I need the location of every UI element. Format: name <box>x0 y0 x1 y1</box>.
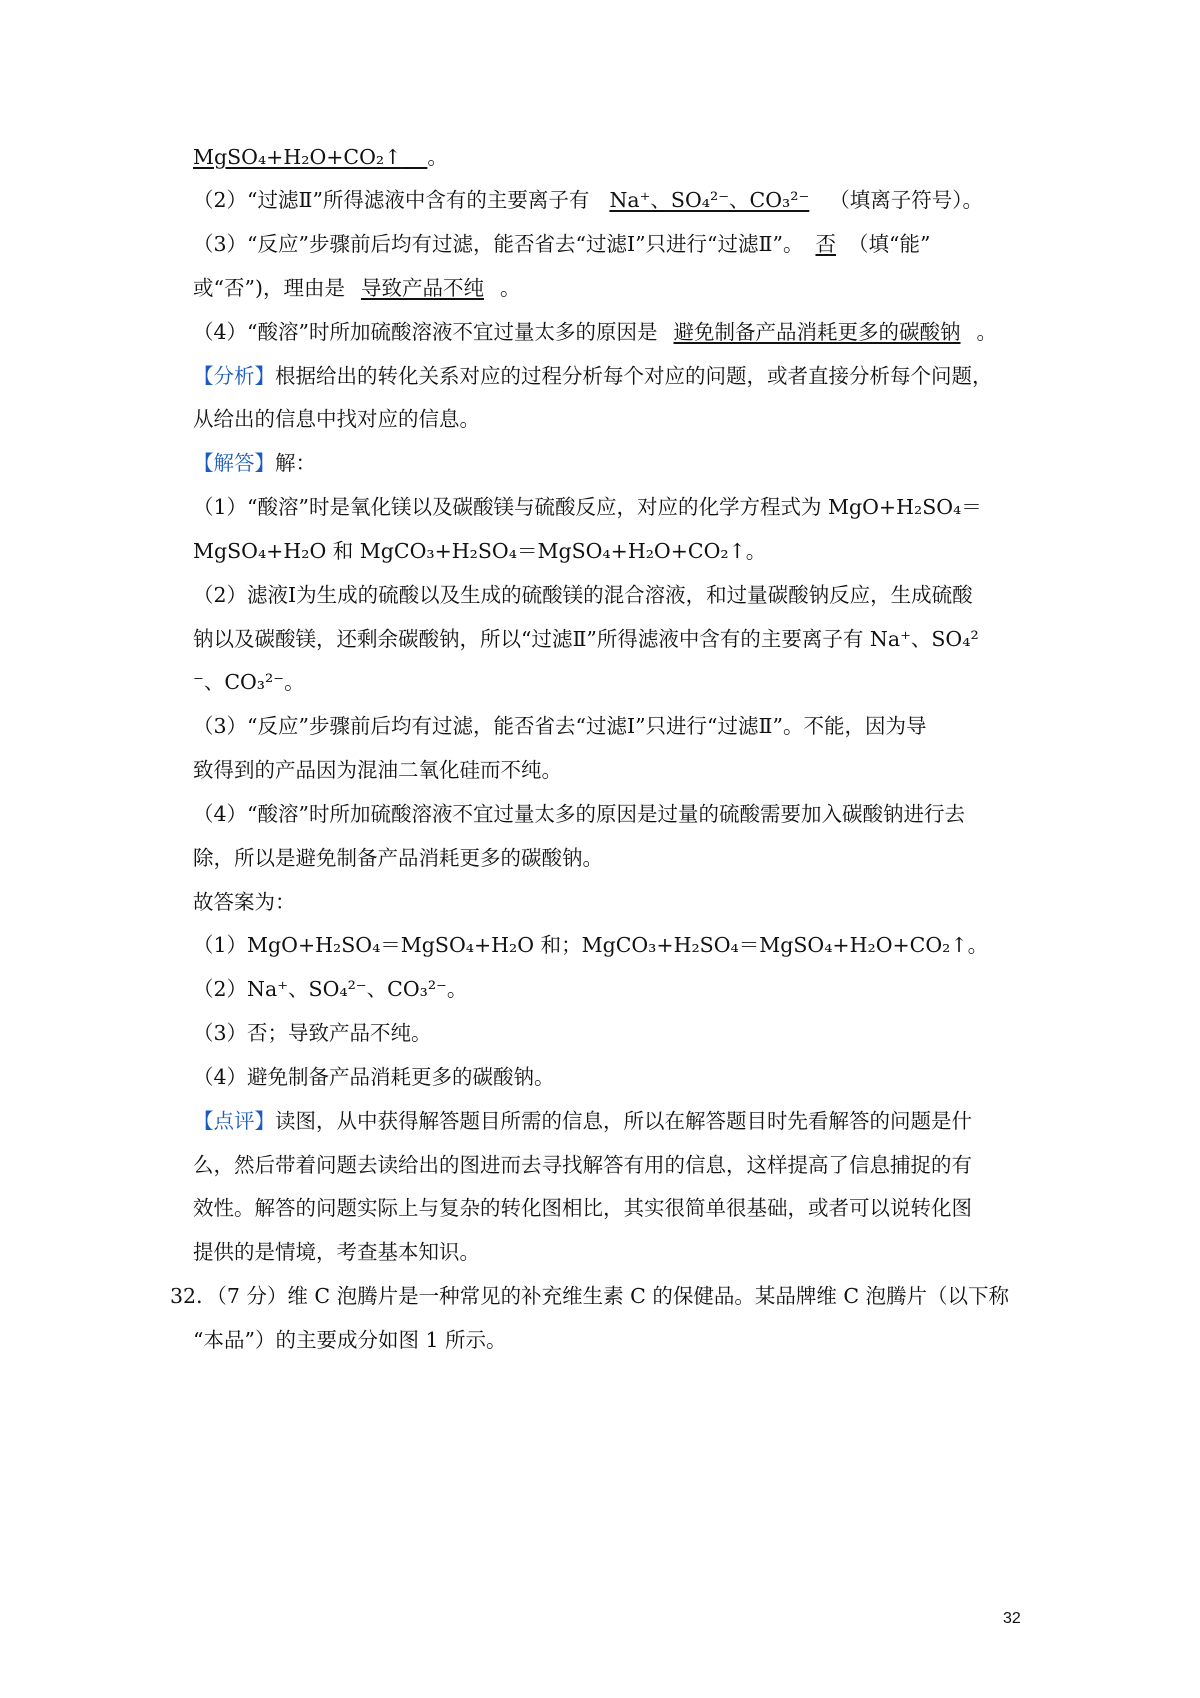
answer-blank <box>193 145 427 169</box>
comment-line-4: 提供的是情境，考查基本知识。 <box>193 1240 480 1264</box>
analysis-tag: 【分析】 <box>193 364 275 388</box>
answer-blank: 否 <box>815 232 836 256</box>
solution-heading <box>193 451 316 475</box>
solution-tag: 【解答】 <box>193 451 275 475</box>
question-3-line-2 <box>193 276 520 300</box>
comment-tag: 【点评】 <box>193 1109 275 1133</box>
solution-2-line-2: 钠以及碳酸镁，还剩余碳酸钠，所以“过滤Ⅱ”所得滤液中含有的主要离子有 Na⁺、SO₄² <box>193 627 979 651</box>
analysis-line-2: 从给出的信息中找对应的信息。 <box>193 407 480 431</box>
answer-4: （4）避免制备产品消耗更多的碳酸钠。 <box>193 1065 555 1089</box>
answer-heading: 故答案为： <box>193 890 296 914</box>
answer-blank: Na⁺、SO₄²⁻、CO₃²⁻ <box>609 188 810 212</box>
comment-line-3: 效性。解答的问题实际上与复杂的转化图相比，其实很简单很基础，或者可以说转化图 <box>193 1196 972 1220</box>
blank-padding <box>401 145 427 169</box>
question-text: （4）“酸溶”时所加硫酸溶液不宜过量太多的原因是 <box>193 320 658 344</box>
question-tail: （填离子符号）。 <box>829 188 984 212</box>
solution-2-line-1: （2）滤液Ⅰ为生成的硫酸以及生成的硫酸镁的混合溶液，和过量碳酸钠反应，生成硫酸 <box>193 583 973 607</box>
analysis-line-1 <box>193 364 993 388</box>
comment-text: 读图，从中获得解答题目所需的信息，所以在解答题目时先看解答的问题是什 <box>275 1109 972 1133</box>
period: 。 <box>427 145 448 169</box>
question-4 <box>193 320 997 344</box>
solution-3-line-1: （3）“反应”步骤前后均有过滤，能否省去“过滤Ⅰ”只进行“过滤Ⅱ”。不能，因为导 <box>193 714 927 738</box>
question-32-line-2: “本品”）的主要成分如图 1 所示。 <box>193 1328 507 1352</box>
solution-1-line-2: MgSO₄+H₂O 和 MgCO₃+H₂SO₄＝MgSO₄+H₂O+CO₂↑。 <box>193 539 767 563</box>
question-tail: （填“能” <box>847 232 931 256</box>
answer-blank: 避免制备产品消耗更多的碳酸钠 <box>673 320 961 344</box>
answer-2: （2）Na⁺、SO₄²⁻、CO₃²⁻。 <box>193 977 468 1001</box>
answer-blank: 导致产品不纯 <box>360 276 484 300</box>
question-3-line-1 <box>193 232 930 256</box>
solution-3-line-2: 致得到的产品因为混油二氧化硅而不纯。 <box>193 758 562 782</box>
period: 。 <box>499 276 521 300</box>
question-text: （3）“反应”步骤前后均有过滤，能否省去“过滤Ⅰ”只进行“过滤Ⅱ”。 <box>193 232 804 256</box>
answer-3: （3）否；导致产品不纯。 <box>193 1021 432 1045</box>
page-number: 32 <box>1003 1610 1021 1627</box>
solution-2-line-3: ⁻、CO₃²⁻。 <box>193 670 305 694</box>
question-32-line-1: 32．（7 分）维 C 泡腾片是一种常见的补充维生素 C 的保健品。某品牌维 C 泡腾片（以下称 <box>170 1284 1010 1308</box>
answer-1: （1）MgO+H₂SO₄＝MgSO₄+H₂O 和；MgCO₃+H₂SO₄＝MgSO₄+H₂O+CO₂↑。 <box>193 933 989 957</box>
equation-text: MgSO₄+H₂O+CO₂↑ <box>193 145 402 169</box>
analysis-text: 根据给出的转化关系对应的过程分析每个对应的问题，或者直接分析每个问题， <box>275 364 993 388</box>
solution-text: 解： <box>275 451 316 475</box>
solution-1-line-1: （1）“酸溶”时是氧化镁以及碳酸镁与硫酸反应，对应的化学方程式为 MgO+H₂SO₄＝ <box>193 495 982 519</box>
solution-4-line-2: 除，所以是避免制备产品消耗更多的碳酸钠。 <box>193 846 603 870</box>
question-text: （2）“过滤Ⅱ”所得滤液中含有的主要离子有 <box>193 188 590 212</box>
answer-line-1-end <box>193 145 448 169</box>
question-text: 或“否”)，理由是 <box>193 276 345 300</box>
period: 。 <box>976 320 998 344</box>
comment-line-2: 么，然后带着问题去读给出的图进而去寻找解答有用的信息，这样提高了信息捕捉的有 <box>193 1153 972 1177</box>
question-2 <box>193 188 983 212</box>
solution-4-line-1: （4）“酸溶”时所加硫酸溶液不宜过量太多的原因是过量的硫酸需要加入碳酸钠进行去 <box>193 802 966 826</box>
comment-line-1 <box>193 1109 972 1133</box>
